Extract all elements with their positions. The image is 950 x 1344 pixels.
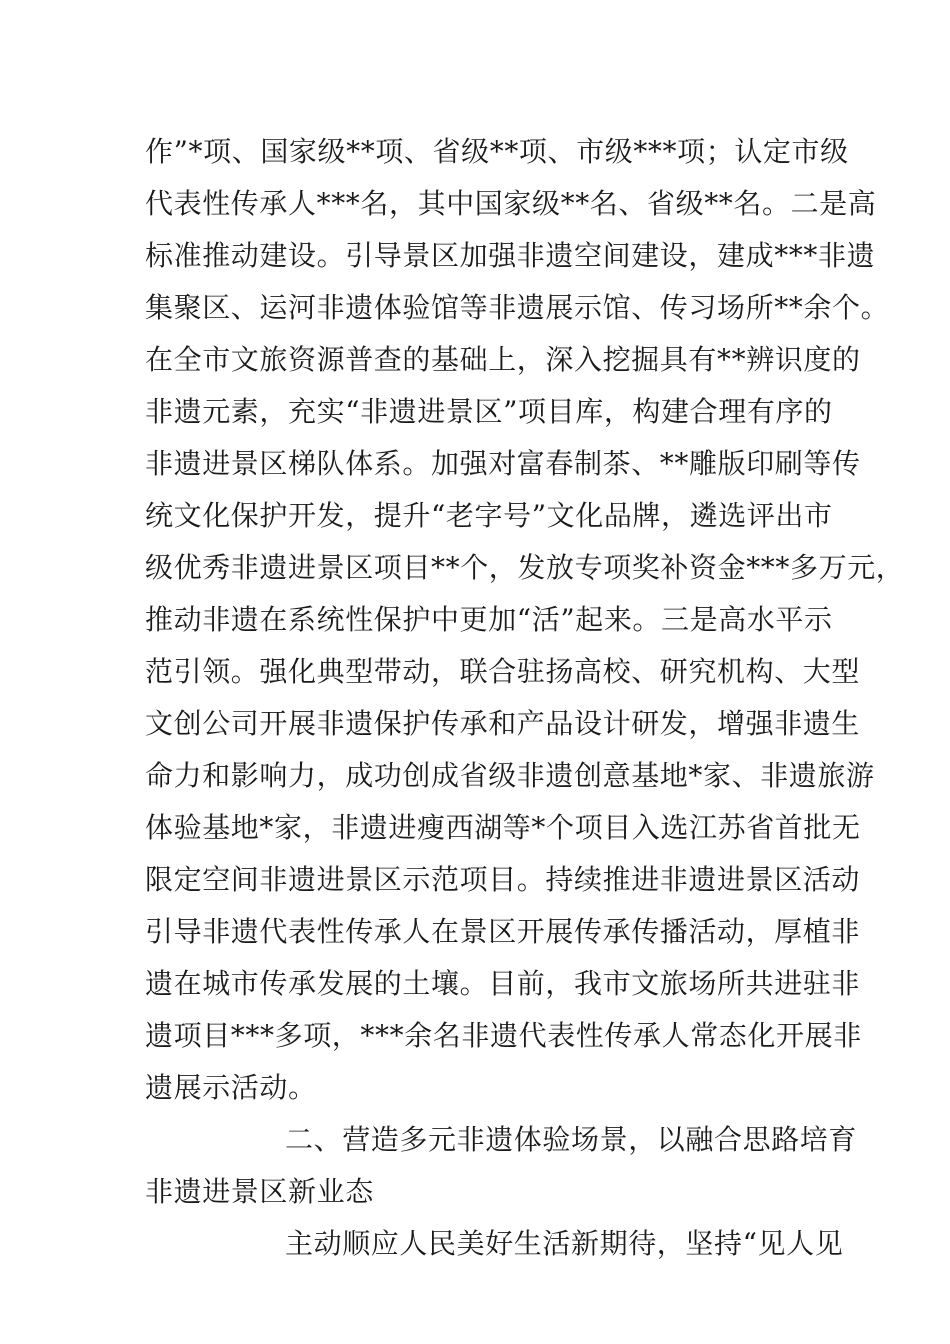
body-line: 级优秀非遗进景区项目**个，发放专项奖补资金***多万元， [145, 551, 905, 584]
paragraph-start-line: 主动顺应人民美好生活新期待，坚持“见人见 [285, 1227, 844, 1260]
body-line: 命力和影响力，成功创成省级非遗创意基地*家、非遗旅游 [145, 759, 875, 792]
body-line: 标准推动建设。引导景区加强非遗空间建设，建成***非遗 [145, 239, 876, 272]
document-body [145, 126, 905, 1270]
body-line: 遗展示活动。 [145, 1071, 317, 1104]
body-line: 非遗元素，充实“非遗进景区”项目库，构建合理有序的 [145, 395, 833, 428]
body-line: 范引领。强化典型带动，联合驻扬高校、研究机构、大型 [145, 655, 861, 688]
body-line: 非遗进景区梯队体系。加强对富春制茶、**雕版印刷等传 [145, 447, 861, 480]
body-line: 遗在城市传承发展的土壤。目前，我市文旅场所共进驻非 [145, 967, 861, 1000]
body-line: 统文化保护开发，提升“老字号”文化品牌，遴选评出市 [145, 499, 833, 532]
body-line: 推动非遗在系统性保护中更加“活”起来。三是高水平示 [145, 603, 833, 636]
body-line: 集聚区、运河非遗体验馆等非遗展示馆、传习场所**余个。 [145, 291, 890, 324]
body-line: 文创公司开展非遗保护传承和产品设计研发，增强非遗生 [145, 707, 861, 740]
body-line: 体验基地*家，非遗进瘦西湖等*个项目入选江苏省首批无 [145, 811, 861, 844]
body-line: 遗项目***多项，***余名非遗代表性传承人常态化开展非 [145, 1019, 862, 1052]
body-line: 引导非遗代表性传承人在景区开展传承传播活动，厚植非 [145, 915, 861, 948]
section-heading-line-1: 二、营造多元非遗体验场景，以融合思路培育 [285, 1123, 858, 1156]
section-heading-line-2: 非遗进景区新业态 [145, 1175, 374, 1208]
body-line: 限定空间非遗进景区示范项目。持续推进非遗进景区活动 [145, 863, 861, 896]
body-line: 代表性传承人***名，其中国家级**名、省级**名。二是高 [145, 187, 877, 220]
body-line: 作”*项、国家级**项、省级**项、市级***项；认定市级 [145, 135, 849, 168]
body-line: 在全市文旅资源普查的基础上，深入挖掘具有**辨识度的 [145, 343, 861, 376]
